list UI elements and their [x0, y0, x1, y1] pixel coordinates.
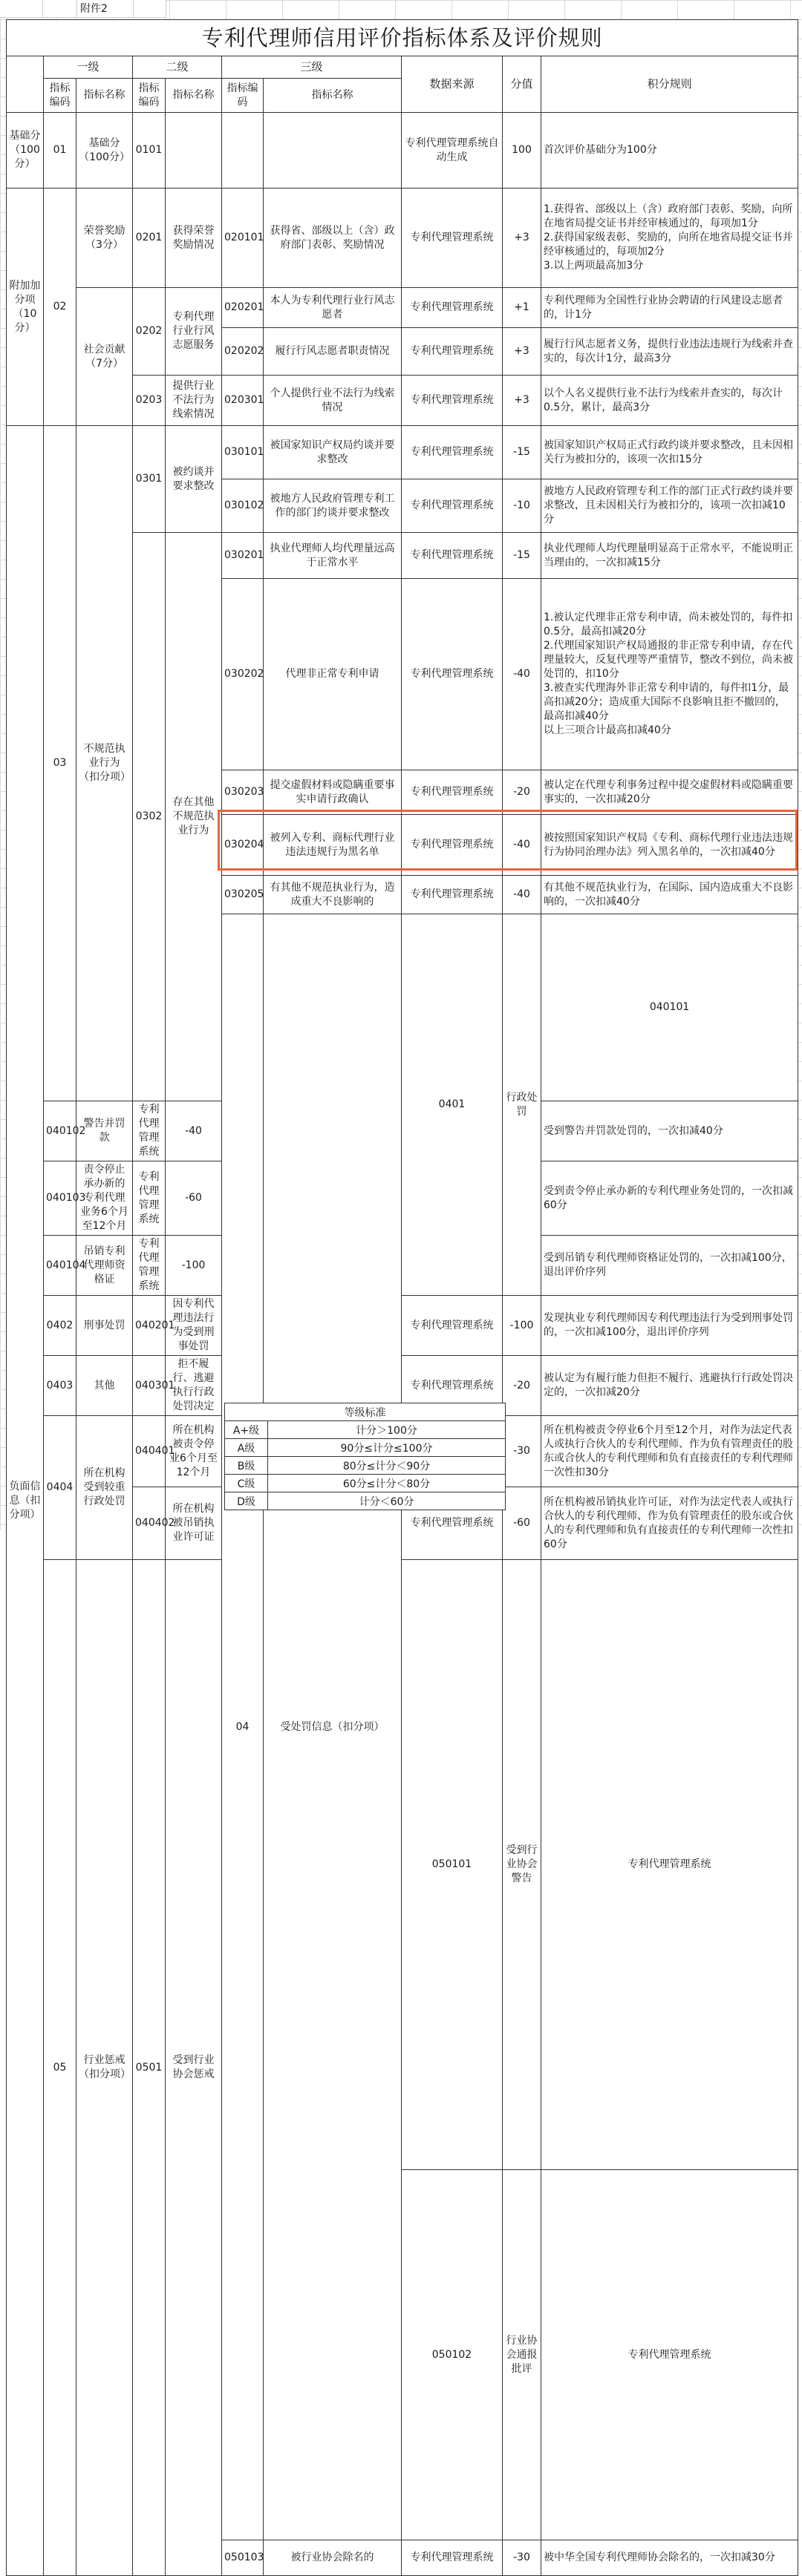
l3-name: 被地方人民政府管理专利工作的部门约谈并要求整改 — [264, 479, 402, 533]
rule: 1.被认定代理非正常专利申请，尚未被处罚的，每件扣0.5分，最高扣减20分 2.代理国家知识产权局通报的非正常专利申请，存在代理量较大，反复代理等严重情节，整改不到位，尚未被处罚的，扣10分 3.被查实代理海外非正常专利申请的，每件扣1分，最高扣减20分；造成重大国际不良影响且拒不撤回的，最高扣减40分 以上三项合计最高扣减40分 — [541, 579, 798, 770]
l3-name: 警告并罚款 — [76, 1101, 133, 1161]
header-code: 指标编码 — [44, 79, 76, 113]
l2-code: 0401 — [402, 914, 503, 1296]
l2-code: 0501 — [133, 1560, 166, 2576]
l3-code: 040103 — [44, 1161, 76, 1236]
rule: 被中华全国专利代理师协会除名的，一次扣减30分 — [541, 2540, 798, 2576]
l2-code: 0301 — [133, 426, 166, 533]
data-source: 专利代理管理系统 — [402, 479, 503, 533]
rule: 首次评价基础分为100分 — [541, 113, 798, 189]
l3-code: 040201 — [133, 1296, 166, 1356]
data-source: 专利代理管理系统 — [133, 1101, 166, 1161]
grade-label: A+级 — [225, 1421, 268, 1439]
l3-code: 030205 — [222, 876, 264, 914]
score: -40 — [503, 579, 541, 770]
grade-label: B级 — [225, 1457, 268, 1475]
l2-name: 受到行业协会惩戒 — [166, 1560, 222, 2576]
rule: 履行行风志愿者义务，提供行业违法违规行为线索并查实的，每次计1分，最高3分 — [541, 328, 798, 376]
l3-name: 代理非正常专利申请 — [264, 579, 402, 770]
rule: 被认定为有履行能力但拒不履行、逃避执行行政处罚决定的，一次扣减20分 — [541, 1356, 798, 1416]
data-source: 专利代理管理系统 — [133, 1161, 166, 1236]
l2-name: 获得荣誉奖励情况 — [166, 189, 222, 288]
header-code: 指标编码 — [133, 79, 166, 113]
score: +3 — [503, 376, 541, 426]
l2-name: 所在机构受到较重行政处罚 — [76, 1416, 133, 1560]
rule: 受到吊销专利代理师资格证处罚的，一次扣减100分，退出评价序列 — [541, 1236, 798, 1296]
rule: 被国家知识产权局正式行政约谈并要求整改，且未因相关行为被扣分的，该项一次扣15分 — [541, 426, 798, 479]
l3-code: 030101 — [222, 426, 264, 479]
score: -15 — [503, 533, 541, 579]
data-source: 专利代理管理系统 — [402, 376, 503, 426]
data-source: 专利代理管理系统 — [402, 533, 503, 579]
attachment-label: 附件2 — [77, 0, 134, 18]
l2-code: 0402 — [44, 1296, 76, 1356]
l3-name: 吊销专利代理师资格证 — [76, 1236, 133, 1296]
l2-code: 0101 — [133, 113, 166, 189]
l3-name: 所在机构被责令停业6个月至12个月 — [166, 1416, 222, 1487]
rule: 受到责令停止承办新的专利代理业务处罚的，一次扣减60分 — [541, 1161, 798, 1236]
l3-code: 050103 — [222, 2540, 264, 2576]
data-source: 专利代理管理系统 — [402, 579, 503, 770]
grade-range: 计分＞100分 — [268, 1421, 506, 1439]
rule: 被地方人民政府管理专利工作的部门正式行政约谈并要求整改，且未因相关行为被扣分的，该项一次扣减10分 — [541, 479, 798, 533]
grade-standard-table — [224, 1403, 506, 1510]
score: -100 — [503, 1296, 541, 1356]
l1-name: 荣誉奖励（3分） — [76, 189, 133, 288]
data-source: 专利代理管理系统 — [402, 1487, 503, 1560]
rule: 被认定在代理专利事务过程中提交虚假材料或隐瞒重要事实的，一次扣减20分 — [541, 770, 798, 815]
rule: 发现执业专利代理师因专利代理违法行为受到刑事处罚的，一次扣减100分，退出评价序列 — [541, 1296, 798, 1356]
l2-code: 0302 — [133, 533, 166, 1101]
data-source: 专利代理管理系统自动生成 — [402, 113, 503, 189]
l3-code: 040102 — [44, 1101, 76, 1161]
data-source: 专利代理管理系统 — [541, 2170, 798, 2540]
l1-code: 05 — [44, 1560, 76, 2576]
data-source: 专利代理管理系统 — [402, 2540, 503, 2576]
header-name: 指标名称 — [76, 79, 133, 113]
l1-name: 受处罚信息（扣分项） — [264, 914, 402, 2540]
l2-code: 0203 — [133, 376, 166, 426]
header-level1: 一级 — [44, 56, 133, 79]
grade-range: 90分≤计分≤100分 — [268, 1439, 506, 1457]
section-negative: 负面信息（扣分项） — [7, 426, 44, 2576]
l2-name: 行政处罚 — [503, 914, 541, 1296]
score: -15 — [503, 426, 541, 479]
grade-range: 60分≤计分＜80分 — [268, 1475, 506, 1492]
l3-name: 责令停止承办新的专利代理业务6个月至12个月 — [76, 1161, 133, 1236]
header-source: 数据来源 — [402, 56, 503, 113]
data-source: 专利代理管理系统 — [541, 1560, 798, 2170]
score: +1 — [503, 288, 541, 328]
indicator-table — [6, 19, 798, 2576]
l1-code: 04 — [222, 914, 264, 2540]
l3-name: 获得省、部级以上（含）政府部门表彰、奖励情况 — [264, 189, 402, 288]
l2-name: 存在其他不规范执业行为 — [166, 533, 222, 1101]
score: -60 — [503, 1487, 541, 1560]
grade-label: A级 — [225, 1439, 268, 1457]
l3-code: 040101 — [541, 914, 798, 1101]
l3-name: 所在机构被吊销执业许可证 — [166, 1487, 222, 1560]
score: +3 — [503, 328, 541, 376]
data-source: 专利代理管理系统 — [402, 1296, 503, 1356]
l3-code: 030202 — [222, 579, 264, 770]
l3-name: 有其他不规范执业行为，造成重大不良影响的 — [264, 876, 402, 914]
section-bonus: 附加加分项（10分） — [7, 189, 44, 426]
header-name: 指标名称 — [166, 79, 222, 113]
score: -30 — [503, 1416, 541, 1487]
l1-name: 行业惩戒（扣分项） — [76, 1560, 133, 2576]
l3-name — [264, 113, 402, 189]
rule: 所在机构被吊销执业许可证，对作为法定代表人或执行合伙人的专利代理师、作为负有管理责任的股东或合伙人的专利代理师和负有直接责任的专利代理师一次性扣60分 — [541, 1487, 798, 1560]
l3-code: 020201 — [222, 288, 264, 328]
rule: 所在机构被责令停业6个月至12个月，对作为法定代表人或执行合伙人的专利代理师、作为负有管理责任的股东或合伙人的专利代理师和负有直接责任的专利代理师一次性扣30分 — [541, 1416, 798, 1487]
score: -20 — [503, 770, 541, 815]
score: -10 — [503, 479, 541, 533]
l3-name: 被国家知识产权局约谈并要求整改 — [264, 426, 402, 479]
l3-name: 提交虚假材料或隐瞒重要事实申请行政确认 — [264, 770, 402, 815]
l3-code: 030204 — [222, 815, 264, 876]
l1-name: 社会贡献（7分） — [76, 288, 133, 426]
score: -100 — [166, 1236, 222, 1296]
l3-name: 行业协会通报批评 — [503, 2170, 541, 2540]
l2-code: 0201 — [133, 189, 166, 288]
l2-code: 0403 — [44, 1356, 76, 1416]
score: 100 — [503, 113, 541, 189]
score: -30 — [503, 2540, 541, 2576]
rule: 专利代理师为全国性行业协会聘请的行风建设志愿者的，计1分 — [541, 288, 798, 328]
grade-range: 计分＜60分 — [268, 1492, 506, 1510]
l3-name: 个人提供行业不法行为线索情况 — [264, 376, 402, 426]
l3-code: 030102 — [222, 479, 264, 533]
l2-name: 被约谈并要求整改 — [166, 426, 222, 533]
l3-code: 050102 — [402, 2170, 503, 2540]
data-source: 专利代理管理系统 — [402, 770, 503, 815]
blank-cell — [43, 0, 77, 18]
grade-table-title: 等级标准 — [225, 1403, 506, 1421]
blank-cell — [134, 0, 166, 18]
l3-code: 030203 — [222, 770, 264, 815]
grade-label: D级 — [225, 1492, 268, 1510]
l3-name: 受到行业协会警告 — [503, 1560, 541, 2170]
l3-name: 因专利代理违法行为受到刑事处罚 — [166, 1296, 222, 1356]
grade-range: 80分≤计分＜90分 — [268, 1457, 506, 1475]
l1-name: 基础分（100分） — [76, 113, 133, 189]
l1-name: 不规范执业行为（扣分项） — [76, 426, 133, 1101]
score: -60 — [166, 1161, 222, 1236]
l3-code: 040301 — [133, 1356, 166, 1416]
header-score: 分值 — [503, 56, 541, 113]
score: -40 — [503, 815, 541, 876]
l1-code: 03 — [44, 426, 76, 1101]
l3-name: 被行业协会除名的 — [264, 2540, 402, 2576]
rule: 有其他不规范执业行为，在国际、国内造成重大不良影响的，一次扣减40分 — [541, 876, 798, 914]
header-code: 指标编码 — [222, 79, 264, 113]
data-source: 专利代理管理系统 — [402, 426, 503, 479]
l1-code: 02 — [44, 189, 76, 426]
l3-code: 020101 — [222, 189, 264, 288]
l2-name: 提供行业不法行为线索情况 — [166, 376, 222, 426]
data-source: 专利代理管理系统 — [402, 288, 503, 328]
l3-code: 040401 — [133, 1416, 166, 1487]
rule: 1.获得省、部级以上（含）政府部门表彰、奖励，向所在地省局提交证书并经审核通过的，每项加1分 2.获得国家级表彰、奖励的，向所在地省局提交证书并经审核通过的，每项加2分 3.以上两项最高加3分 — [541, 189, 798, 288]
l3-code: 040104 — [44, 1236, 76, 1296]
rule: 执业代理师人均代理量明显高于正常水平，不能说明正当理由的，一次扣减15分 — [541, 533, 798, 579]
header-blank — [7, 56, 44, 113]
grade-label: C级 — [225, 1475, 268, 1492]
header-rule: 积分规则 — [541, 56, 798, 113]
l3-code: 020301 — [222, 376, 264, 426]
score: -40 — [166, 1101, 222, 1161]
score: -20 — [503, 1356, 541, 1416]
data-source: 专利代理管理系统 — [402, 1356, 503, 1416]
l3-code: 050101 — [402, 1560, 503, 2170]
l2-name: 其他 — [76, 1356, 133, 1416]
data-source: 专利代理管理系统 — [402, 328, 503, 376]
rule: 以个人名义提供行业不法行为线索并查实的，每次计0.5分，累计，最高3分 — [541, 376, 798, 426]
header-strip — [0, 0, 802, 18]
l3-name: 本人为专利代理行业行风志愿者 — [264, 288, 402, 328]
section-base: 基础分（100分） — [7, 113, 44, 189]
data-source: 专利代理管理系统 — [402, 815, 503, 876]
score: -40 — [503, 876, 541, 914]
score: +3 — [503, 189, 541, 288]
blank-cell — [0, 0, 43, 18]
rule: 被按照国家知识产权局《专利、商标代理行业违法违规行为协同治理办法》列入黑名单的，一次扣减40分 — [541, 815, 798, 876]
l2-name — [166, 113, 222, 189]
l3-code: 030201 — [222, 533, 264, 579]
l3-name: 被列入专利、商标代理行业违法违规行为黑名单 — [264, 815, 402, 876]
data-source: 专利代理管理系统 — [402, 189, 503, 288]
rule: 受到警告并罚款处罚的，一次扣减40分 — [541, 1101, 798, 1161]
l3-name: 拒不履行、逃避执行行政处罚决定 — [166, 1356, 222, 1416]
l3-name: 执业代理师人均代理量远高于正常水平 — [264, 533, 402, 579]
header-level3: 三级 — [222, 56, 402, 79]
l3-code: 020202 — [222, 328, 264, 376]
l3-name: 履行行风志愿者职责情况 — [264, 328, 402, 376]
header-level2: 二级 — [133, 56, 222, 79]
l2-name: 专利代理行业行风志愿服务 — [166, 288, 222, 376]
l2-name: 刑事处罚 — [76, 1296, 133, 1356]
l3-code: 040402 — [133, 1487, 166, 1560]
l3-code — [222, 113, 264, 189]
l1-code: 01 — [44, 113, 76, 189]
data-source: 专利代理管理系统 — [402, 876, 503, 914]
l2-code: 0404 — [44, 1416, 76, 1560]
page-title: 专利代理师信用评价指标体系及评价规则 — [7, 20, 798, 56]
data-source: 专利代理管理系统 — [133, 1236, 166, 1296]
l2-code: 0202 — [133, 288, 166, 376]
header-name: 指标名称 — [264, 79, 402, 113]
